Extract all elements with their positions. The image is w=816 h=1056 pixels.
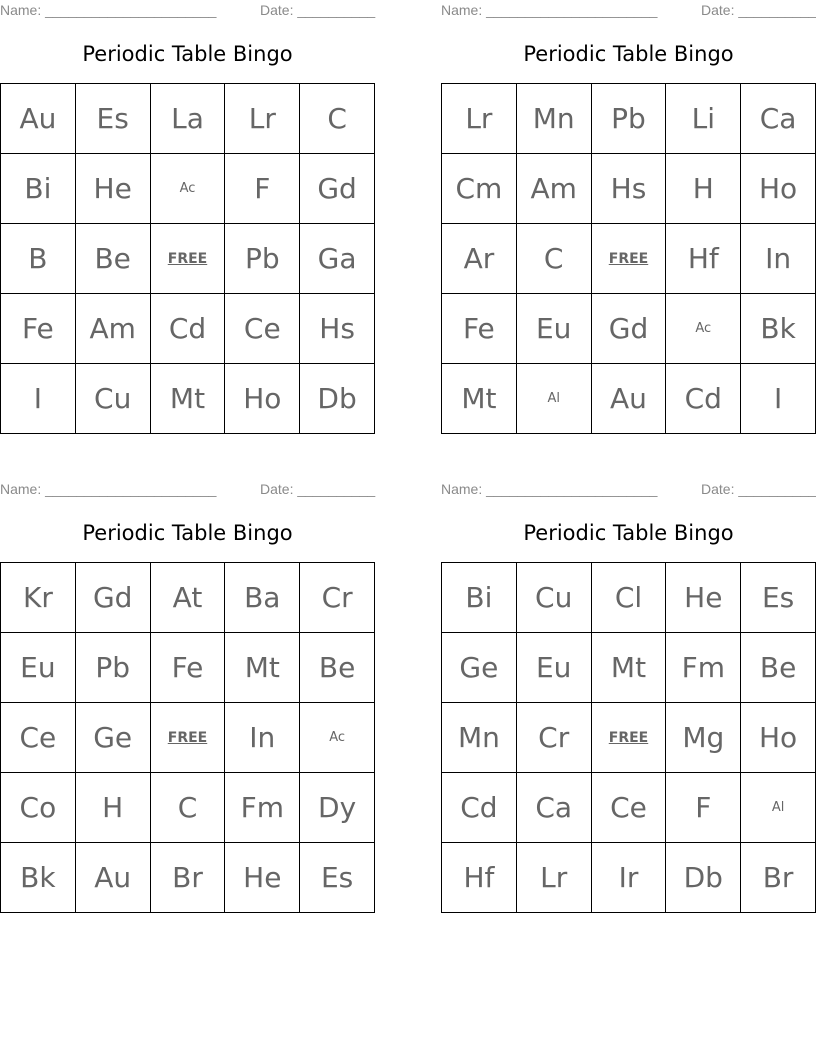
bingo-cell: Ce	[592, 773, 667, 843]
bingo-grid	[0, 83, 375, 434]
bingo-cell: Mt	[592, 633, 667, 703]
bingo-cell: Lr	[225, 84, 300, 154]
bingo-cell: Cl	[592, 563, 667, 633]
bingo-cell: Cd	[666, 364, 741, 434]
bingo-grid	[0, 562, 375, 913]
free-space-cell: FREE	[592, 703, 667, 773]
bingo-cell: H	[76, 773, 151, 843]
bingo-cell: Lr	[517, 843, 592, 913]
bingo-cell: Mt	[225, 633, 300, 703]
bingo-cell: C	[300, 84, 375, 154]
date-field: Date: __________	[701, 2, 816, 18]
date-field: Date: __________	[260, 2, 376, 18]
name-field: Name: ______________________	[441, 2, 658, 18]
bingo-cell: Ca	[741, 84, 816, 154]
bingo-cell: Ge	[442, 633, 517, 703]
bingo-cell: Eu	[1, 633, 76, 703]
bingo-cell: Es	[76, 84, 151, 154]
date-field: Date: __________	[701, 481, 816, 497]
name-field: Name: ______________________	[441, 481, 658, 497]
bingo-cell: Fm	[225, 773, 300, 843]
bingo-cell: Au	[1, 84, 76, 154]
card-title: Periodic Table Bingo	[82, 521, 293, 545]
bingo-cell: Ce	[1, 703, 76, 773]
bingo-cell: B	[1, 224, 76, 294]
name-field: Name: ______________________	[0, 2, 217, 18]
bingo-cell: I	[1, 364, 76, 434]
bingo-cell: He	[666, 563, 741, 633]
bingo-cell: Al	[517, 364, 592, 434]
bingo-cell: Bk	[1, 843, 76, 913]
bingo-cell: Es	[300, 843, 375, 913]
bingo-cell: La	[151, 84, 226, 154]
bingo-card	[0, 0, 375, 440]
bingo-cell: Am	[517, 154, 592, 224]
bingo-cell: Cu	[76, 364, 151, 434]
bingo-cell: Au	[592, 364, 667, 434]
bingo-cell: Dy	[300, 773, 375, 843]
bingo-cell: Be	[76, 224, 151, 294]
date-field: Date: __________	[260, 481, 376, 497]
bingo-grid	[441, 562, 816, 913]
bingo-cell: Mt	[442, 364, 517, 434]
bingo-cell: F	[666, 773, 741, 843]
bingo-cell: Ar	[442, 224, 517, 294]
bingo-cell: Al	[741, 773, 816, 843]
bingo-cell: Gd	[300, 154, 375, 224]
bingo-cell: C	[151, 773, 226, 843]
bingo-cell: Br	[741, 843, 816, 913]
bingo-cell: Ir	[592, 843, 667, 913]
bingo-cell: Lr	[442, 84, 517, 154]
bingo-cell: Db	[300, 364, 375, 434]
bingo-cell: Hs	[592, 154, 667, 224]
bingo-cell: I	[741, 364, 816, 434]
bingo-cell: Mn	[517, 84, 592, 154]
bingo-cell: Cd	[442, 773, 517, 843]
bingo-cell: Ac	[151, 154, 226, 224]
bingo-cell: He	[76, 154, 151, 224]
bingo-cell: Bi	[1, 154, 76, 224]
bingo-cell: Co	[1, 773, 76, 843]
bingo-cell: Ce	[225, 294, 300, 364]
card-title: Periodic Table Bingo	[523, 42, 734, 66]
bingo-cell: He	[225, 843, 300, 913]
bingo-cell: Mg	[666, 703, 741, 773]
bingo-cell: Ca	[517, 773, 592, 843]
bingo-cell: In	[225, 703, 300, 773]
bingo-cell: Ba	[225, 563, 300, 633]
bingo-grid	[441, 83, 816, 434]
bingo-cell: Eu	[517, 294, 592, 364]
bingo-cell: Ac	[300, 703, 375, 773]
bingo-card	[0, 479, 375, 919]
bingo-cell: Am	[76, 294, 151, 364]
card-title: Periodic Table Bingo	[523, 521, 734, 545]
bingo-cell: Es	[741, 563, 816, 633]
bingo-cell: Cr	[300, 563, 375, 633]
bingo-cell: Cr	[517, 703, 592, 773]
bingo-cell: Ho	[741, 154, 816, 224]
bingo-cell: Hs	[300, 294, 375, 364]
bingo-cell: Cd	[151, 294, 226, 364]
name-field: Name: ______________________	[0, 481, 217, 497]
bingo-cell: H	[666, 154, 741, 224]
bingo-card	[441, 479, 816, 919]
bingo-cell: Pb	[76, 633, 151, 703]
bingo-cell: Fe	[442, 294, 517, 364]
bingo-cell: Cu	[517, 563, 592, 633]
bingo-cell: At	[151, 563, 226, 633]
bingo-card	[441, 0, 816, 440]
bingo-cell: Db	[666, 843, 741, 913]
bingo-cell: Mn	[442, 703, 517, 773]
bingo-cell: Fe	[151, 633, 226, 703]
bingo-cell: F	[225, 154, 300, 224]
bingo-cell: Eu	[517, 633, 592, 703]
bingo-cell: Be	[300, 633, 375, 703]
bingo-cell: Be	[741, 633, 816, 703]
bingo-cell: Mt	[151, 364, 226, 434]
bingo-cell: Ge	[76, 703, 151, 773]
bingo-cell: Fe	[1, 294, 76, 364]
bingo-cell: C	[517, 224, 592, 294]
bingo-cell: Au	[76, 843, 151, 913]
bingo-cell: Pb	[592, 84, 667, 154]
bingo-cell: Hf	[442, 843, 517, 913]
bingo-cell: Li	[666, 84, 741, 154]
card-title: Periodic Table Bingo	[82, 42, 293, 66]
bingo-cell: Bi	[442, 563, 517, 633]
bingo-cell: Bk	[741, 294, 816, 364]
bingo-cell: Gd	[592, 294, 667, 364]
bingo-cell: Kr	[1, 563, 76, 633]
bingo-cell: Ac	[666, 294, 741, 364]
bingo-cell: Ga	[300, 224, 375, 294]
bingo-cell: Hf	[666, 224, 741, 294]
bingo-cell: Gd	[76, 563, 151, 633]
bingo-cell: Cm	[442, 154, 517, 224]
bingo-cell: Pb	[225, 224, 300, 294]
free-space-cell: FREE	[151, 703, 226, 773]
bingo-cell: Ho	[741, 703, 816, 773]
bingo-cell: Fm	[666, 633, 741, 703]
free-space-cell: FREE	[592, 224, 667, 294]
free-space-cell: FREE	[151, 224, 226, 294]
bingo-cell: Br	[151, 843, 226, 913]
bingo-cell: Ho	[225, 364, 300, 434]
bingo-cell: In	[741, 224, 816, 294]
